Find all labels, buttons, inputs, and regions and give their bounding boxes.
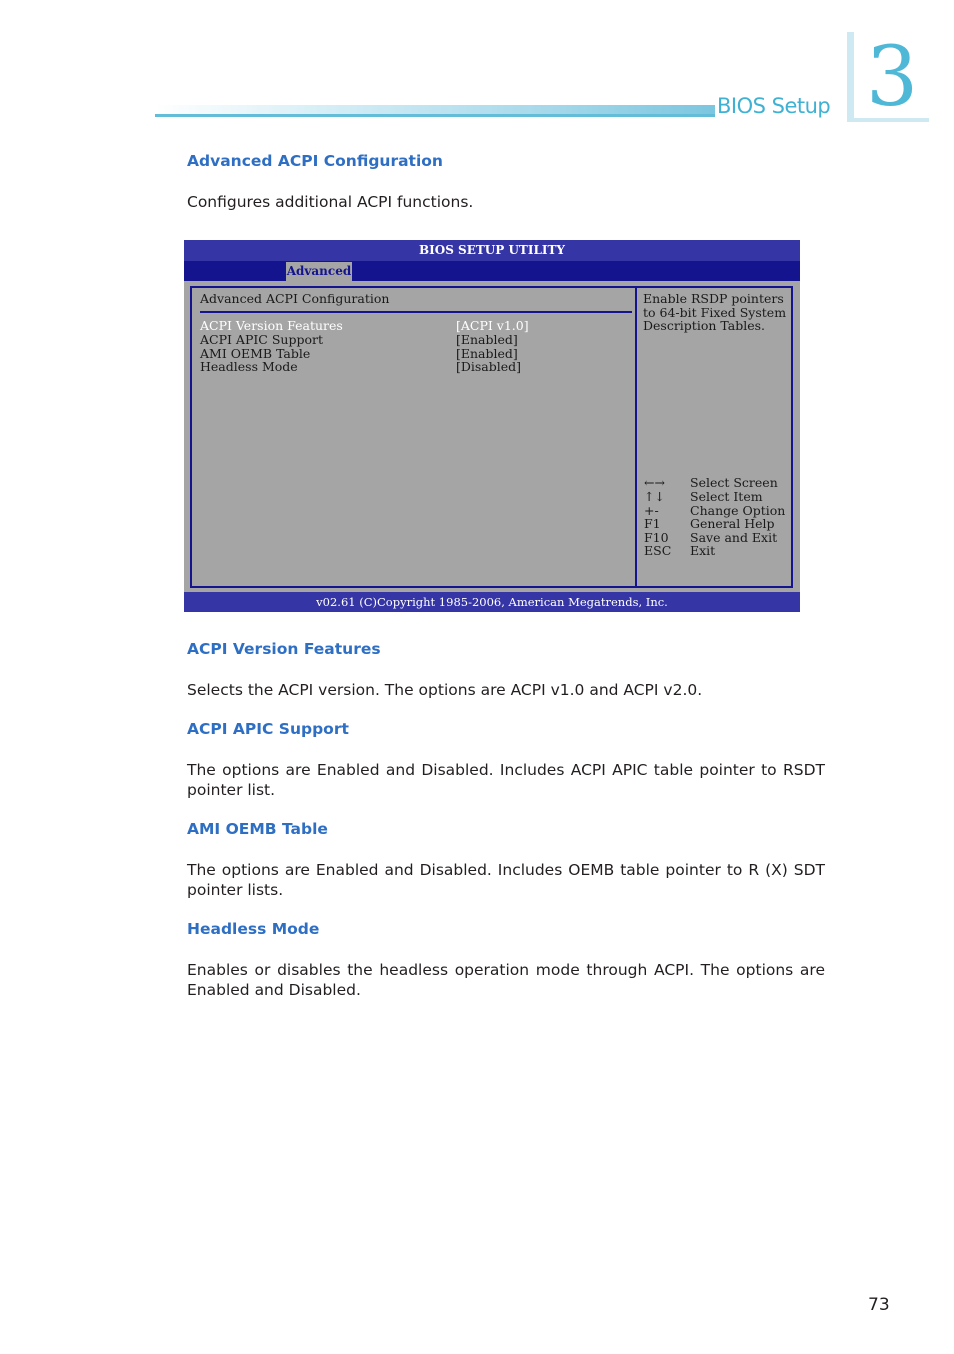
option-label: Headless Mode xyxy=(200,359,298,374)
help-line: Description Tables. xyxy=(643,318,765,334)
bios-title-bar: BIOS SETUP UTILITY xyxy=(184,240,800,261)
key-name: +- xyxy=(644,503,659,518)
bios-tab-bar xyxy=(184,261,800,281)
option-value: [ACPI v1.0] xyxy=(456,318,529,333)
option-label: ACPI APIC Support xyxy=(200,332,323,347)
section-text: The options are Enabled and Disabled. Includes ACPI APIC table pointer to RSDT pointer list. xyxy=(187,761,825,799)
bios-help-panel xyxy=(643,292,793,333)
key-legend-row xyxy=(644,544,794,558)
bios-panel-divider xyxy=(635,286,637,588)
section-heading: ACPI Version Features xyxy=(187,640,381,658)
key-name: F10 xyxy=(644,530,669,545)
tab-advanced[interactable]: Advanced xyxy=(286,262,352,281)
page-number: 73 xyxy=(868,1295,890,1315)
bios-option-headless[interactable] xyxy=(200,360,630,374)
key-desc: Save and Exit xyxy=(690,530,778,545)
option-value: [Enabled] xyxy=(456,332,518,347)
key-name: ←→ xyxy=(644,475,665,490)
option-value: [Enabled] xyxy=(456,346,518,361)
section-heading: Headless Mode xyxy=(187,920,320,938)
key-desc: Change Option xyxy=(690,503,786,518)
option-label: AMI OEMB Table xyxy=(200,346,311,361)
bios-copyright-bar: v02.61 (C)Copyright 1985-2006, American Megatrends, Inc. xyxy=(184,592,800,612)
intro-heading: Advanced ACPI Configuration xyxy=(187,152,443,170)
key-desc: General Help xyxy=(690,516,775,531)
help-line: to 64-bit Fixed System xyxy=(643,304,787,320)
key-name: F1 xyxy=(644,516,661,531)
section-text: Selects the ACPI version. The options are ACPI v1.0 and ACPI v2.0. xyxy=(187,681,703,699)
key-desc: Select Screen xyxy=(690,475,778,490)
key-legend-row xyxy=(644,476,794,490)
header-rule xyxy=(155,114,715,117)
key-name: ESC xyxy=(644,543,672,558)
bios-screen xyxy=(184,240,800,612)
key-name: ↑↓ xyxy=(644,489,665,504)
chapter-number: 3 xyxy=(866,30,919,125)
section-text: Enables or disables the headless operation mode through ACPI. The options are Enabled and Disabled. xyxy=(187,961,825,999)
bios-option-acpi-apic[interactable] xyxy=(200,333,630,347)
bios-heading-rule xyxy=(200,311,632,313)
section-heading: AMI OEMB Table xyxy=(187,820,328,838)
bios-option-acpi-version[interactable] xyxy=(200,319,630,333)
section-heading: ACPI APIC Support xyxy=(187,720,349,738)
bios-screen-heading: Advanced ACPI Configuration xyxy=(200,291,390,306)
help-line: Enable RSDP pointers xyxy=(643,291,784,306)
option-value: [Disabled] xyxy=(456,359,522,374)
key-desc: Exit xyxy=(690,543,716,558)
option-label: ACPI Version Features xyxy=(200,318,343,333)
key-legend-row xyxy=(644,490,794,504)
key-desc: Select Item xyxy=(690,489,763,504)
intro-text: Configures additional ACPI functions. xyxy=(187,193,474,211)
key-legend-row xyxy=(644,517,794,531)
section-title: BIOS Setup xyxy=(717,94,831,118)
section-text: The options are Enabled and Disabled. Includes OEMB table pointer to R (X) SDT pointer lists. xyxy=(187,861,825,899)
